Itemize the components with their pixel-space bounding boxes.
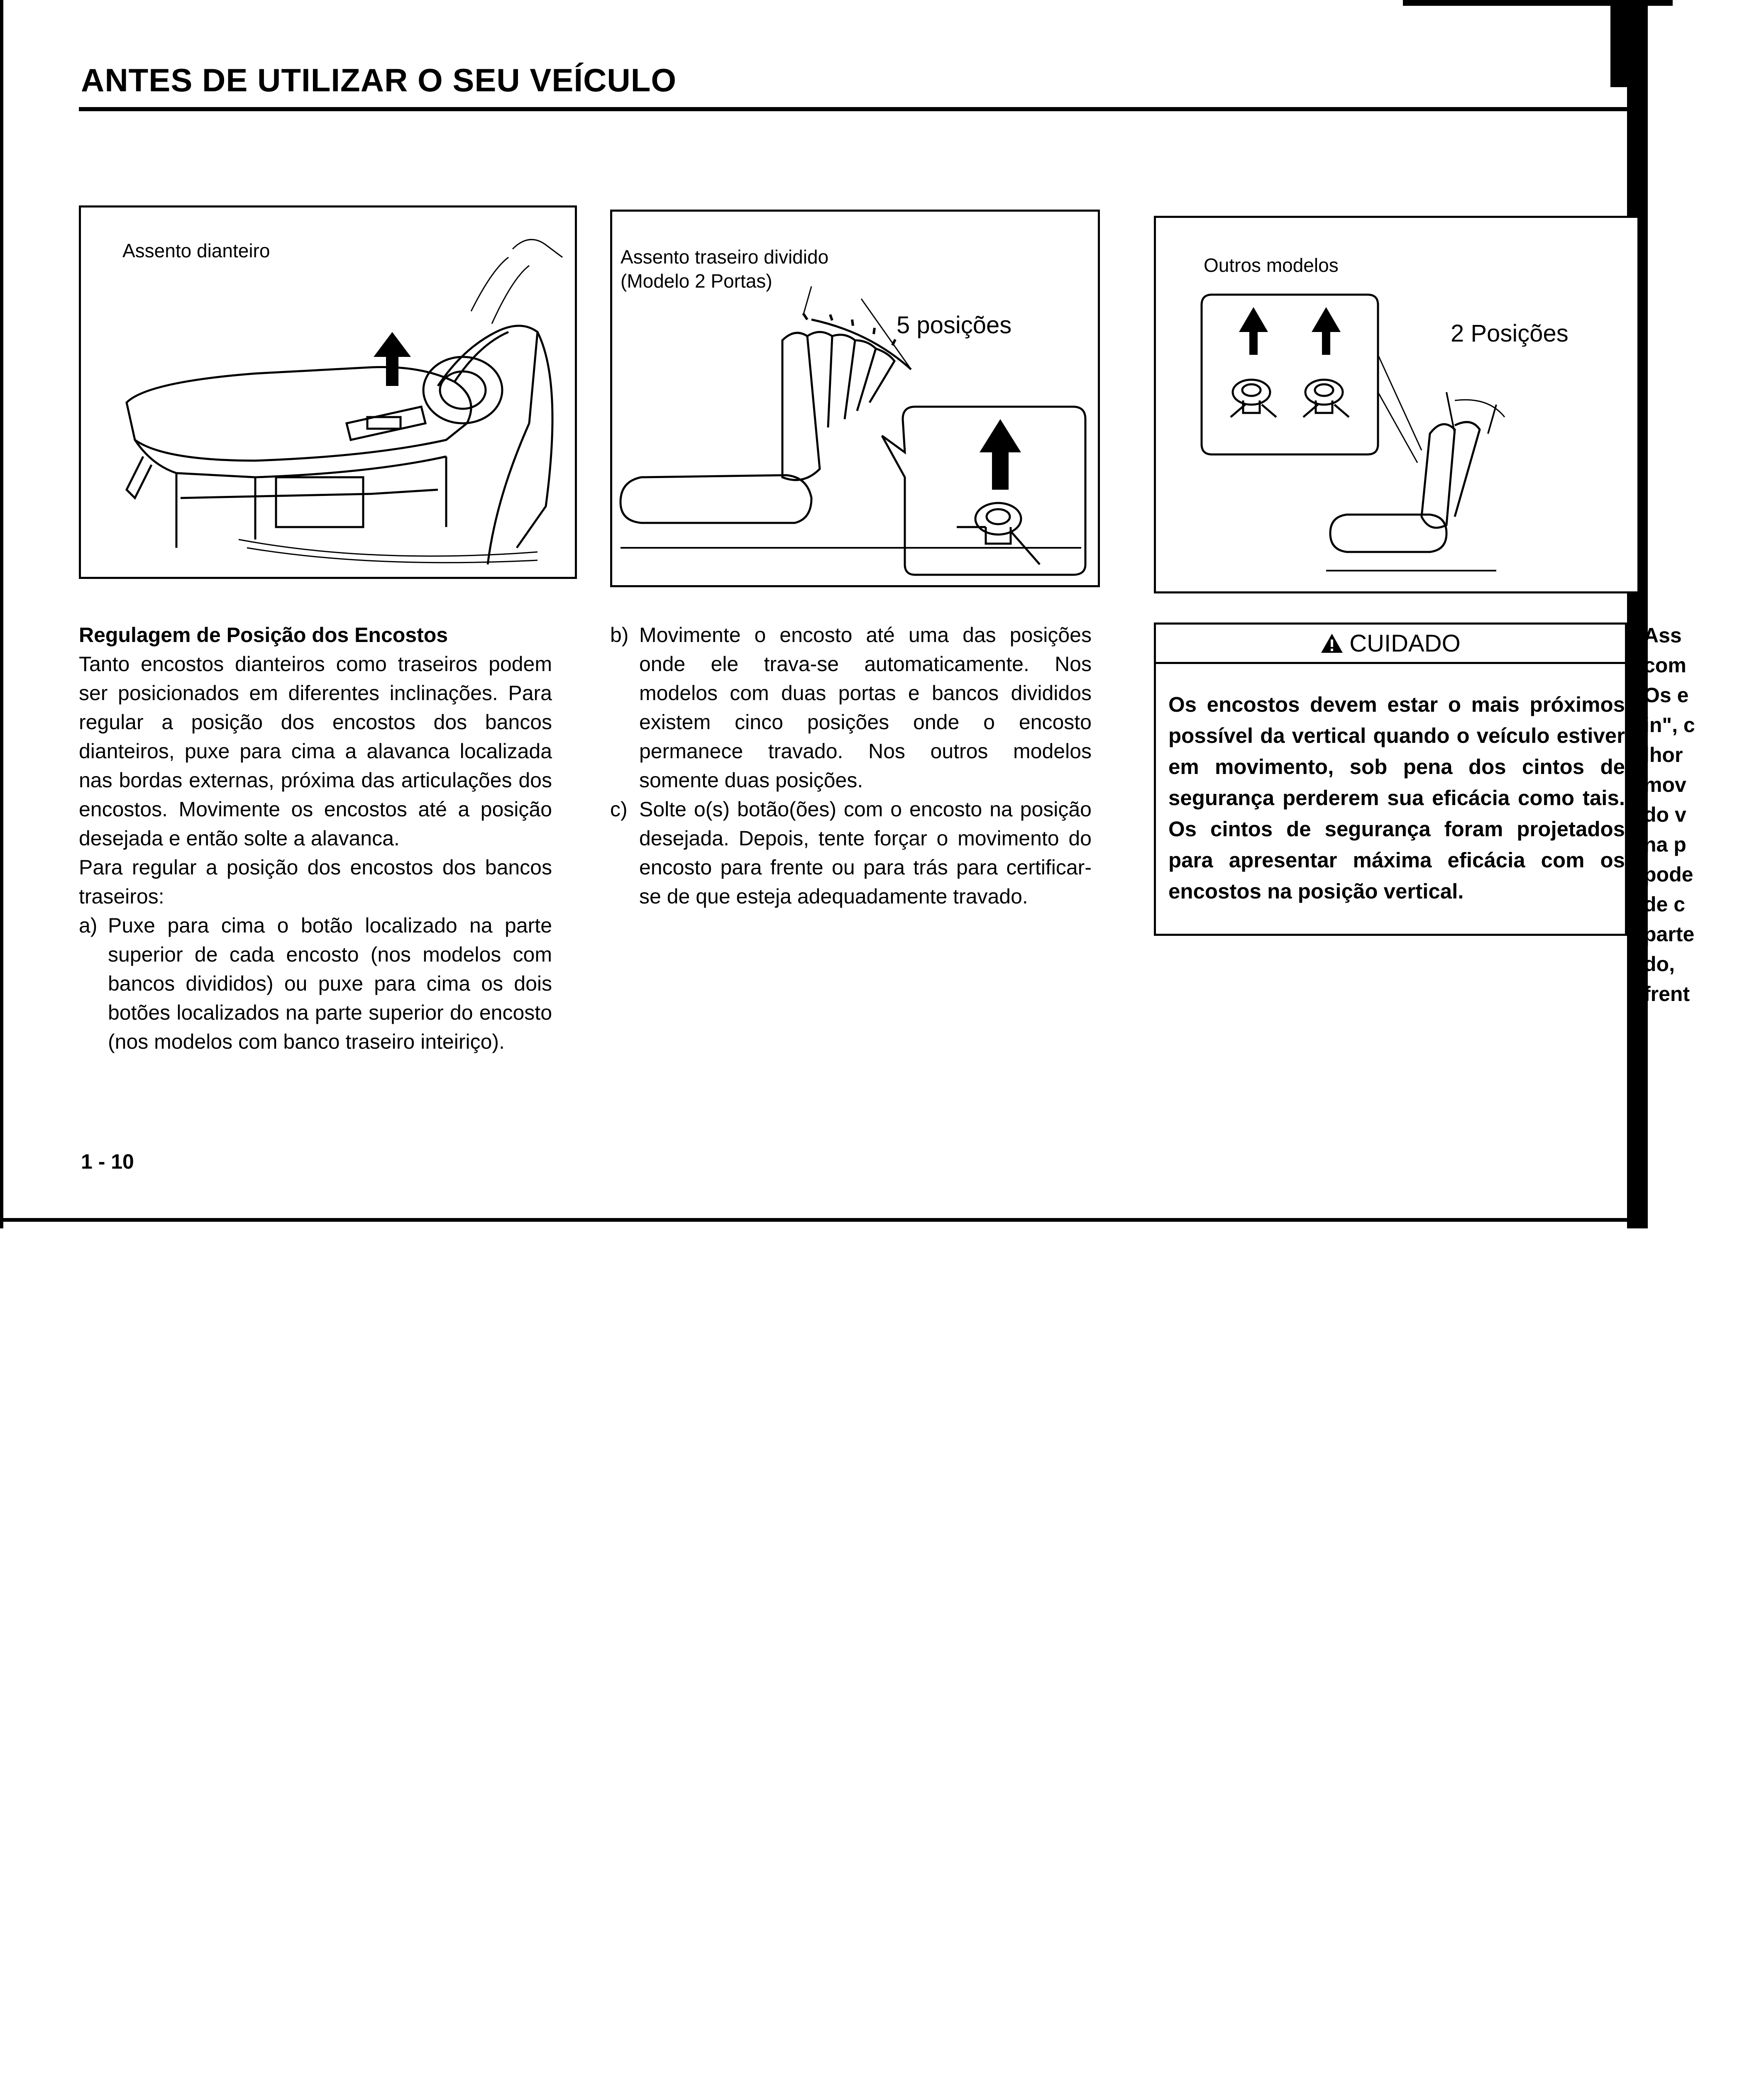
fragment-line: Ass [1644,624,1682,647]
list-item-b-text: Movimente o encosto até uma das posições onde ele trava-se automaticamente. Nos modelos com duas portas e bancos divididos existem cinco posições onde o encosto permanece travado. Nos outros modelos somente duas posições. [639,623,1092,792]
fragment-line: mov [1644,773,1686,796]
bottom-edge-line [0,1218,1639,1222]
rear-split-seat-illustration [612,212,1098,585]
left-edge-line [0,0,3,1228]
fragment-line: parte [1644,923,1695,946]
warning-triangle-icon [1320,633,1344,654]
figure-rear-split-callout: 5 posições [897,312,1012,339]
list-item-c-letter: c) [610,798,628,821]
front-seat-illustration [81,208,575,577]
fragment-line: in", c [1644,713,1695,737]
warning-text: Os encostos devem estar o mais próximos possível da vertical quando o veículo estiver em movimento, sob pena dos cintos de segurança perderem sua eficácia como tais. Os cintos de segurança foram projetados para apresentar máxima eficácia com os encostos na posição vertical. [1168,693,1625,903]
figure-rear-split-label-line1: Assento traseiro dividido [621,246,829,268]
warning-heading [1156,625,1625,664]
warning-box [1154,622,1627,936]
fragment-line: frent [1644,982,1690,1006]
col1-paragraph-1: Tanto encostos dianteiros como traseiros podem ser posicionados em diferentes inclinações. Para regular a posição dos encostos dos bancos dianteiros, puxe para cima a alavanca localizada nas bordas externas, próxima das articulações dos encostos. Movimente os encostos até a posição desejada e então solte a alavanca. [79,652,552,850]
fragment-line: Os e [1644,684,1689,707]
fragment-line: com [1644,654,1686,677]
figure-rear-split-seat [610,210,1100,587]
column-2 [610,620,1092,911]
list-item-b-letter: b) [610,623,629,647]
figure-other-models-label: Outros modelos [1204,254,1339,276]
list-item-a-text: Puxe para cima o botão localizado na parte superior de cada encosto (nos modelos com bancos divididos) ou puxe para cima os dois botões localizados na parte superior do encosto (nos modelos com banco traseiro inteiriço). [108,914,552,1053]
next-page-fragments [1644,620,1695,1009]
figure-rear-split-label-line2: (Modelo 2 Portas) [621,270,772,292]
fragment-line: lhor [1644,743,1683,767]
right-side-mask [1610,0,1635,87]
fragment-line: do, [1644,952,1675,976]
section-title: Regulagem de Posição dos Encostos [79,623,448,647]
page-title: ANTES DE UTILIZAR O SEU VEÍCULO [81,62,677,98]
header-rule [79,107,1631,111]
col1-paragraph-2: Para regular a posição dos encostos dos bancos traseiros: [79,856,552,908]
page-number: 1 - 10 [81,1150,134,1173]
list-item-b [610,620,1092,795]
column-1 [79,620,552,1056]
figure-front-seat [79,205,577,579]
figure-other-models [1154,216,1639,593]
fragment-line: de c [1644,893,1686,916]
figure-front-seat-label: Assento dianteiro [122,240,270,261]
fragment-line: na p [1644,833,1686,856]
right-binding-strip [1627,0,1648,1228]
list-item-a-letter: a) [79,914,98,937]
fragment-line: do v [1644,803,1686,826]
list-item-c [610,795,1092,911]
warning-heading-text: CUIDADO [1349,630,1461,657]
fragment-line: pode [1644,863,1693,886]
list-item-a [79,911,552,1056]
list-item-c-text: Solte o(s) botão(ões) com o encosto na posição desejada. Depois, tente forçar o movimento do encosto para frente ou para trás para certificar-se de que esteja adequadamente travado. [639,798,1092,908]
figure-other-models-callout: 2 Posições [1451,320,1569,347]
other-models-illustration [1156,218,1637,591]
